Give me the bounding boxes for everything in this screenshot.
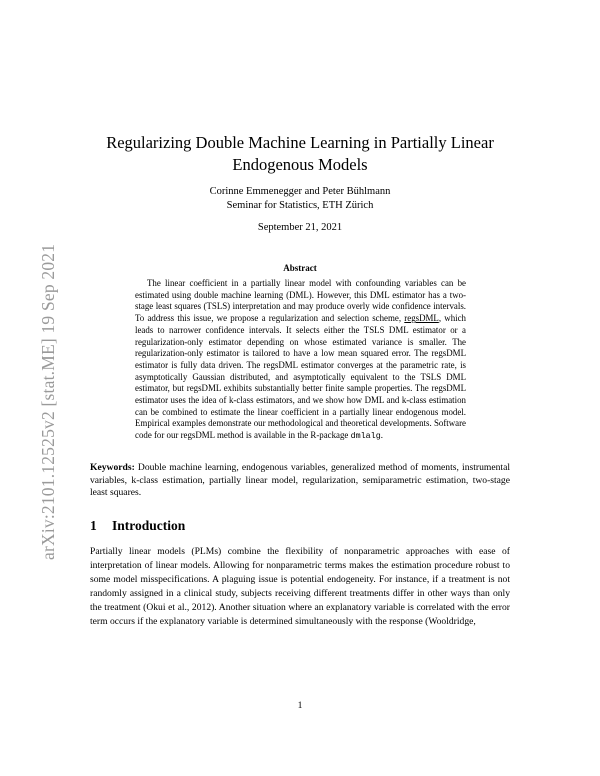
keywords-label: Keywords:	[90, 462, 135, 473]
abstract-heading: Abstract	[283, 263, 317, 273]
abstract-text-part-1: The linear coefficient in a partially linear model with confounding variables can be estimated using double machine learning (DML). However, this DML estimator has a two-stage least squares (TSLS) interpretation and may produce overly wide confidence intervals. To address this issue, we propose a regularization and selection scheme,	[135, 278, 466, 324]
abstract-text	[135, 278, 466, 443]
keywords-paragraph	[90, 462, 510, 500]
keywords-list: Double machine learning, endogenous variables, generalized method of moments, instrumental variables, k-class estimation, partially linear model, regularization, semiparametric estimation, two-stage least squares.	[90, 462, 510, 499]
arxiv-identifier-stamp: arXiv:2101.12525v2 [stat.ME] 19 Sep 2021	[38, 243, 58, 560]
abstract-text-end: .	[380, 430, 383, 441]
section-title: Introduction	[112, 518, 186, 533]
section-number: 1	[90, 518, 97, 533]
author-block	[80, 185, 520, 213]
section-heading-introduction	[90, 518, 185, 534]
abstract-package-name: dmlalg	[350, 431, 381, 442]
abstract-regsdml-term: regsDML	[404, 313, 439, 324]
introduction-paragraph: Partially linear models (PLMs) combine the flexibility of nonparametric approaches with ease of interpretation of linear models. Allowing for nonparametric terms makes the estimation procedure robust to some model misspecifications. A plaguing issue is potential endogeneity. For instance, if a treatment is not randomly assigned in a clinical study, subjects receiving different treatments differ in other ways than only the treatment (Okui et al., 2012). Another situation where an explanatory variable is correlated with the error term occurs if the explanatory variable is determined simultaneously with the response (Wooldridge,	[90, 546, 510, 627]
author-names: Corinne Emmenegger and Peter Bühlmann	[209, 186, 391, 197]
publication-date: September 21, 2021	[257, 222, 343, 233]
abstract-text-part-2: , which leads to narrower confidence intervals. It selects either the TSLS DML estimator or a regularization-only estimator depending on whose estimated variance is smaller. The regularization-only estimator is tailored to have a low mean squared error. The regsDML estimator is fully data driven. The regsDML estimator converges at the parametric rate, is asymptotically Gaussian distributed, and asymptotically equivalent to the TSLS DML estimator, but regsDML exhibits substantially better finite sample properties. The regsDML estimator uses the idea of k-class estimators, and we show how DML and k-class estimation can be combined to estimate the linear coefficient in a partially linear endogenous model. Empirical examples demonstrate our methodological and theoretical developments. Software code for our regsDML method is available in the R-package	[135, 313, 466, 441]
paper-title: Regularizing Double Machine Learning in Partially Linear Endogenous Models	[106, 133, 494, 174]
author-affiliation: Seminar for Statistics, ETH Zürich	[226, 200, 374, 211]
page-number: 1	[297, 700, 303, 711]
